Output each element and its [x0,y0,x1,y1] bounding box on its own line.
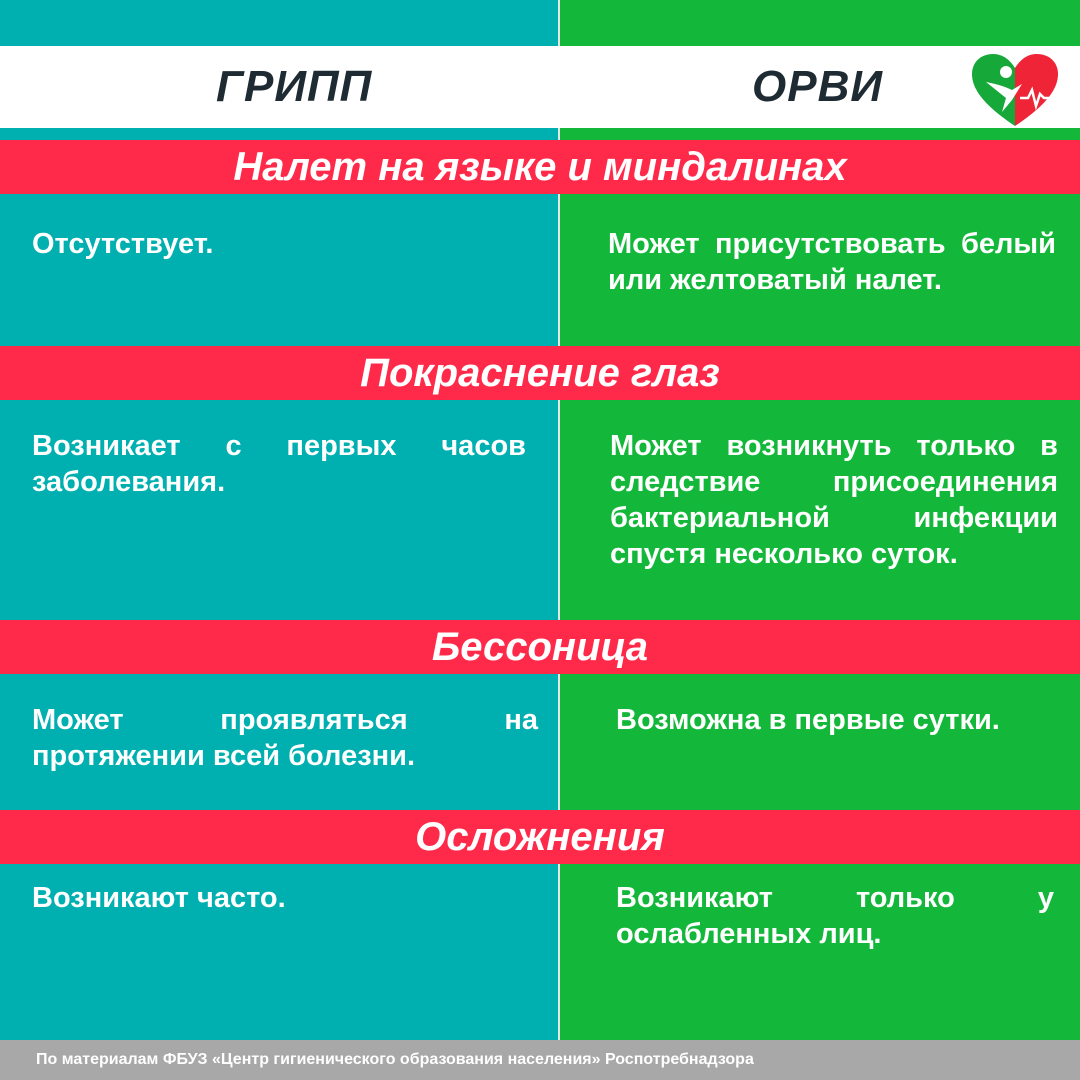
header-bar [0,46,1080,128]
section-title-complications: Осложнения [0,810,1080,864]
section-title-plaque: Налет на языке и миндалинах [0,140,1080,194]
arvi-title: ОРВИ [752,62,883,111]
section-title-insomnia: Бессоница [0,620,1080,674]
section-title-eye-redness: Покраснение глаз [0,346,1080,400]
flu-insomnia-text: Может проявляться на протяжении всей болезни. [32,704,538,772]
source-footer: По материалам ФБУЗ «Центр гигиенического образования населения» Роспотребнадзора [0,1040,1080,1080]
flu-plaque-text: Отсутствует. [32,228,214,260]
arvi-complications-text: Возникают только у ослабленных лиц. [616,882,1054,950]
flu-eye-redness-text: Возникает с первых часов заболевания. [32,430,526,498]
flu-complications-text: Возникают часто. [32,882,286,914]
arvi-eye-redness-text: Может возникнуть только в следствие присоединения бактериальной инфекции спустя несколько суток. [610,430,1058,570]
heart-person-icon [972,54,1058,128]
flu-title: ГРИПП [216,62,373,111]
arvi-plaque-text: Может присутствовать белый или желтоватый налет. [608,228,1056,296]
arvi-insomnia-text: Возможна в первые сутки. [616,704,1000,736]
